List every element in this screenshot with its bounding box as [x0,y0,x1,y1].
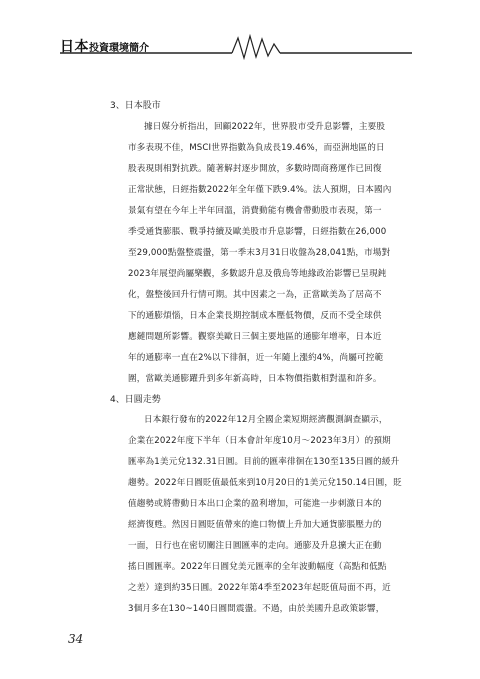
running-header [0,30,480,60]
paragraph-line: 2023年展望尚屬樂觀，多數認升息及俄烏等地緣政治影響已呈現鈍 [128,269,387,279]
paragraph-line: 景氣有望在今年上半年回溫，消費動能有機會帶動股市表現，第一 [128,206,382,216]
paragraph-line: 據日媒分析指出，回顧2022年，世界股市受升息影響，主要股 [144,122,386,132]
section-heading-stock-market: 3、日本股市 [110,101,161,111]
paragraph-line: 3個月多在130~140日圓間震盪。不過，由於美國升息政策影響， [128,604,385,614]
paragraph-line: 正常狀態，日經指數2022年全年僅下跌9.4%。法人預期，日本國內 [128,185,392,195]
header-title-main: 日本 [60,39,89,55]
page-number: 34 [68,632,84,646]
paragraph-line: 下的通膨煩惱，日本企業長期控制成本壓低物價，反而不受全球供 [128,311,382,321]
paragraph-line: 季受通貨膨脹、戰爭持續及歐美股市升息影響，日經指數在26,000 [128,227,387,237]
paragraph-line: 經濟復甦。然因日圓貶值帶來的進口物價上升加大通貨膨脹壓力的 [128,520,382,530]
paragraph-line: 匯率為1美元兌132.31日圓。目前的匯率徘徊在130至135日圓的緩升 [128,457,400,467]
paragraph-line: 圍，當歐美通膨躍升到多年新高時，日本物價指數相對溫和許多。 [128,374,382,384]
paragraph-line: 化，盤整後回升行情可期。其中因素之一為，正當歐美為了居高不 [128,290,382,300]
section-heading-yen-trend: 4、日圓走勢 [110,395,161,405]
paragraph-line: 一面，日行也在密切關注日圓匯率的走向。通膨及升息擴大正在動 [128,541,382,551]
paragraph-line: 趨勢。2022年日圓貶值最低來到10月20日的1美元兌150.14日圓，貶 [128,478,402,488]
paragraph-line: 之差）達到約35日圓。2022年第4季至2023年起貶值局面不再，近 [128,583,391,593]
header-title-sub: 投資環境簡介 [89,43,149,54]
paragraph-line: 應鏈問題所影響。觀察美歐日三個主要地區的通膨年增率，日本近 [128,332,382,342]
paragraph-line: 搖日圓匯率。2022年日圓兌美元匯率的全年波動幅度（高點和低點 [128,562,387,572]
paragraph-line: 值趨勢或將帶動日本出口企業的盈利增加，可能進一步刺激日本的 [128,499,382,509]
paragraph-line: 日本銀行發布的2022年12月全國企業短期經濟觀測調查顯示， [144,415,388,425]
paragraph-line: 市多表現不佳，MSCI世界指數為負成長19.46%，而亞洲地區的日 [128,143,385,153]
paragraph-line: 股表現則相對抗跌。隨著解封逐步開放，多數時間商務運作已回復 [128,164,382,174]
paragraph-line: 年的通膨率一直在2%以下徘徊，近一年隨上漲約4%，尚屬可控範 [128,353,384,363]
paragraph-line: 至29,000點盤整震盪，第一季末3月31日收盤為28,041點，市場對 [128,248,391,258]
header-title [60,36,149,56]
paragraph-line: 企業在2022年度下半年（日本會計年度10月～2023年3月）的預期 [128,436,391,446]
